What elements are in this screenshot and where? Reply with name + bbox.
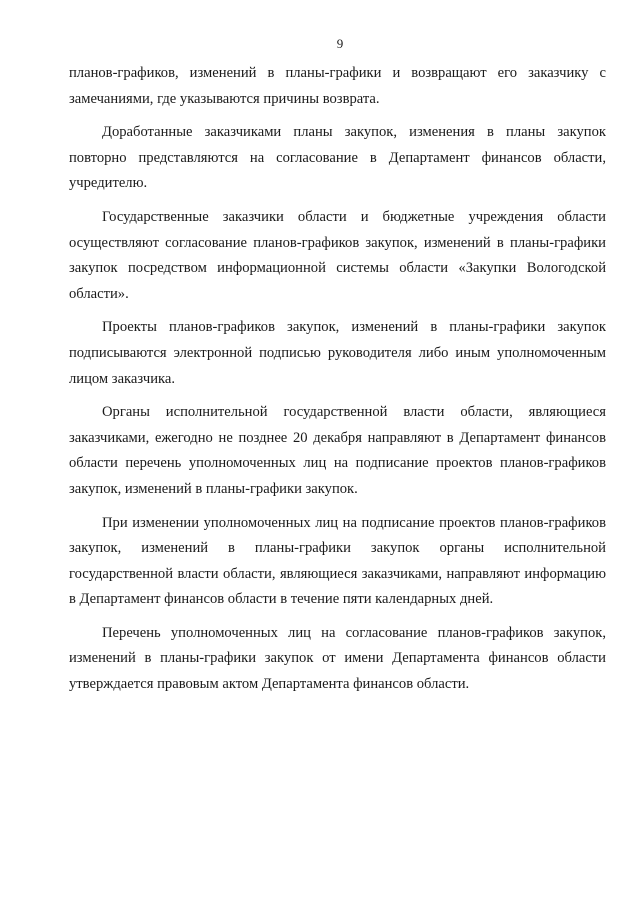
paragraph-approval-system: Государственные заказчики области и бюджетные учреждения области осуществляют согласование планов-графиков закупок, изменений в планы-графики закупок посредством информационной системы области «Закупки Вологодской области». bbox=[69, 208, 606, 302]
document-body bbox=[69, 61, 606, 706]
paragraph-electronic-signature: Проекты планов-графиков закупок, изменений в планы-графики закупок подписываются электронной подписью руководителя либо иным уполномоченным лицом заказчика. bbox=[69, 319, 606, 387]
paragraph-change-of-persons: При изменении уполномоченных лиц на подписание проектов планов-графиков закупок, изменений в планы-графики закупок органы исполнительной государственной власти области, являющиеся заказчиками, направляют информацию в Департамент финансов области в течение пяти календарных дней. bbox=[69, 514, 606, 608]
paragraph-continuation: планов-графиков, изменений в планы-графики и возвращают его заказчику с замечаниями, где указываются причины возврата. bbox=[69, 65, 606, 107]
paragraph-department-approval: Перечень уполномоченных лиц на согласование планов-графиков закупок, изменений в планы-графики закупок от имени Департамента финансов области утверждается правовым актом Департамента финансов области. bbox=[69, 624, 606, 693]
paragraph-authorized-persons-list: Органы исполнительной государственной власти области, являющиеся заказчиками, ежегодно не позднее 20 декабря направляют в Департамент финансов области перечень уполномоченных лиц на подписание проектов планов-графиков закупок, изменений в планы-графики закупок. bbox=[69, 404, 606, 497]
page-number: 9 bbox=[336, 36, 344, 51]
paragraph-revised-plans: Доработанные заказчиками планы закупок, изменения в планы закупок повторно представляются на согласование в Департамент финансов области, учредителю. bbox=[69, 124, 606, 192]
